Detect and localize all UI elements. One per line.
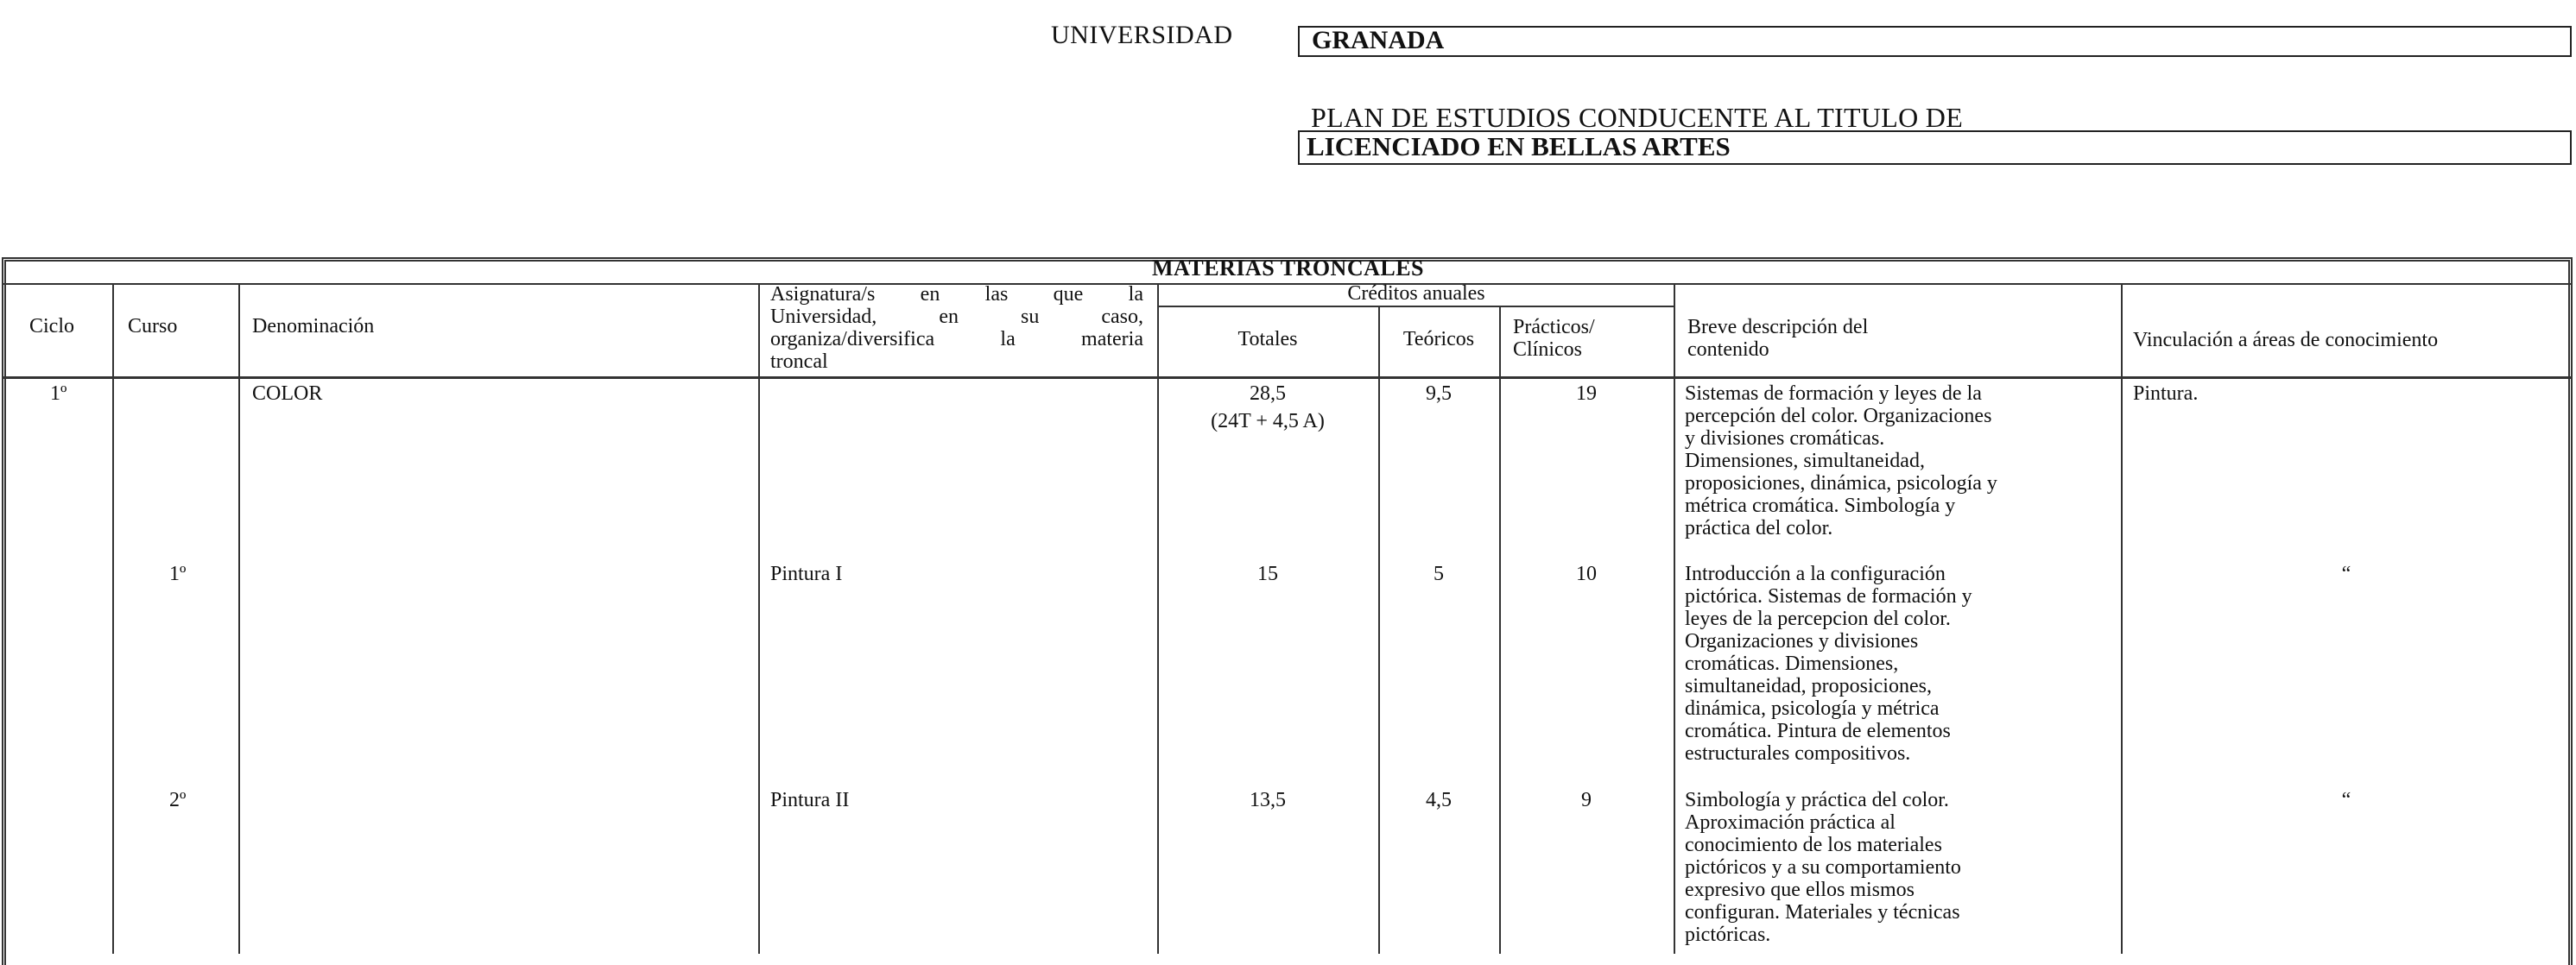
row-teoricos: 4,5 xyxy=(1426,789,1452,811)
col-header-ciclo: Ciclo xyxy=(29,315,74,337)
col-header-descripcion-line: contenido xyxy=(1687,338,1769,361)
row-totales: 28,5 xyxy=(1250,382,1286,405)
description-line: y divisiones cromáticas. xyxy=(1685,427,1885,450)
col-divider-1 xyxy=(112,283,114,954)
row-vinculacion: “ xyxy=(2341,563,2351,585)
description-line: práctica del color. xyxy=(1685,517,1833,539)
university-label: UNIVERSIDAD xyxy=(1051,21,1233,49)
description-line: expresivo que ellos mismos xyxy=(1685,879,1915,901)
row-vinculacion: Pintura. xyxy=(2133,382,2199,405)
description-line: Dimensiones, simultaneidad, xyxy=(1685,450,1925,472)
degree-title: LICENCIADO EN BELLAS ARTES xyxy=(1307,131,1731,161)
row-totales: 13,5 xyxy=(1250,789,1286,811)
description-line: conocimiento de los materiales xyxy=(1685,834,1942,856)
section-title: MATERIAS TRONCALES xyxy=(1151,255,1425,281)
col-header-totales: Totales xyxy=(1237,328,1298,350)
description-line: Aproximación práctica al xyxy=(1685,811,1896,834)
description-line: métrica cromática. Simbología y xyxy=(1685,495,1956,517)
row-curso: 1º xyxy=(169,563,187,585)
description-line: percepción del color. Organizaciones xyxy=(1685,405,1992,427)
row-teoricos: 5 xyxy=(1434,563,1444,585)
col-header-asignatura-line: Asignatura/s en las que la xyxy=(770,283,1143,306)
row-practicos: 19 xyxy=(1576,382,1597,405)
description-line: Organizaciones y divisiones xyxy=(1685,630,1919,653)
university-name-box xyxy=(1298,26,2572,57)
col-header-creditos: Créditos anuales xyxy=(1347,282,1485,305)
description-line: cromáticas. Dimensiones, xyxy=(1685,653,1899,675)
description-line: Simbología y práctica del color. xyxy=(1685,789,1949,811)
university-name: GRANADA xyxy=(1312,26,1445,54)
row-descripcion xyxy=(1685,563,2117,765)
description-line: Introducción a la configuración xyxy=(1685,563,1946,585)
row-asignatura: Pintura I xyxy=(770,563,843,585)
description-line: leyes de la percepcion del color. xyxy=(1685,608,1951,630)
description-line: cromática. Pintura de elementos xyxy=(1685,720,1951,742)
description-line: simultaneidad, proposiciones, xyxy=(1685,675,1932,697)
row-vinculacion: “ xyxy=(2341,789,2351,811)
col-header-asignatura-line: Universidad, en su caso, xyxy=(770,306,1143,328)
col-header-vinculacion: Vinculación a áreas de conocimiento xyxy=(2133,329,2439,351)
col-header-practicos-line: Clínicos xyxy=(1513,338,1583,361)
table-frame xyxy=(2,257,2573,965)
description-line: proposiciones, dinámica, psicología y xyxy=(1685,472,1997,495)
col-divider-8 xyxy=(2121,283,2123,954)
credits-group-divider xyxy=(1157,306,1675,307)
col-header-asignatura-line: organiza/diversifica la materia xyxy=(770,328,1143,350)
degree-title-box xyxy=(1298,130,2572,165)
description-line: configuran. Materiales y técnicas xyxy=(1685,901,1960,924)
description-line: pictórica. Sistemas de formación y xyxy=(1685,585,1972,608)
header-divider xyxy=(3,376,2571,379)
row-ciclo: 1º xyxy=(50,382,67,405)
description-line: Sistemas de formación y leyes de la xyxy=(1685,382,1982,405)
row-practicos: 10 xyxy=(1576,563,1597,585)
plan-label: PLAN DE ESTUDIOS CONDUCENTE AL TITULO DE xyxy=(1311,102,1964,133)
col-header-asignatura-line: troncal xyxy=(770,350,828,373)
row-asignatura: Pintura II xyxy=(770,789,850,811)
col-header-descripcion-line: Breve descripción del xyxy=(1687,316,1869,338)
description-line: pictóricos y a su comportamiento xyxy=(1685,856,1961,879)
row-descripcion xyxy=(1685,382,2117,539)
col-header-denominacion: Denominación xyxy=(252,315,375,337)
row-teoricos: 9,5 xyxy=(1426,382,1452,405)
row-curso: 2º xyxy=(169,789,187,811)
col-header-teoricos: Teóricos xyxy=(1402,328,1475,350)
row-totales: 15 xyxy=(1257,563,1278,585)
description-line: dinámica, psicología y métrica xyxy=(1685,697,1940,720)
col-header-asignatura xyxy=(770,283,1143,373)
row-totales-note: (24T + 4,5 A) xyxy=(1211,410,1325,432)
row-practicos: 9 xyxy=(1581,789,1592,811)
col-header-curso: Curso xyxy=(128,315,178,337)
description-line: estructurales compositivos. xyxy=(1685,742,1911,765)
col-divider-3 xyxy=(758,283,760,954)
col-header-descripcion xyxy=(1687,316,1868,361)
col-header-practicos xyxy=(1513,316,1595,361)
row-denominacion: COLOR xyxy=(252,382,323,405)
col-header-practicos-line: Prácticos/ xyxy=(1513,316,1595,338)
description-line: pictóricas. xyxy=(1685,924,1771,946)
col-divider-2 xyxy=(238,283,240,954)
col-divider-7 xyxy=(1674,283,1675,954)
row-descripcion xyxy=(1685,789,2117,946)
